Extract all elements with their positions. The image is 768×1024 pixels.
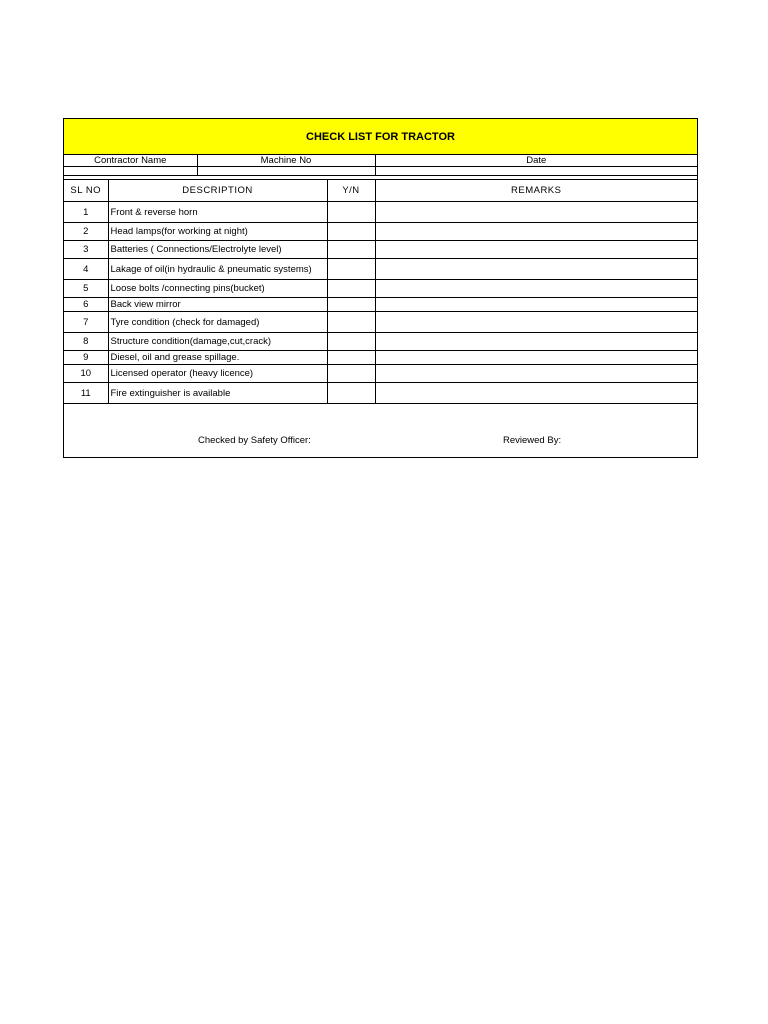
checklist-table xyxy=(64,179,697,404)
sl-no-cell: 9 xyxy=(64,351,108,365)
sl-no-cell: 11 xyxy=(64,383,108,404)
remarks-cell[interactable] xyxy=(375,365,697,383)
sl-no-cell: 7 xyxy=(64,312,108,333)
yn-cell[interactable] xyxy=(327,351,375,365)
description-cell: Back view mirror xyxy=(108,298,327,312)
machine-no-header: Machine No xyxy=(197,155,375,167)
checked-by-label: Checked by Safety Officer: xyxy=(198,435,311,446)
sl-no-cell: 1 xyxy=(64,202,108,223)
remarks-cell[interactable] xyxy=(375,312,697,333)
yn-cell[interactable] xyxy=(327,280,375,298)
signature-footer xyxy=(64,422,697,457)
remarks-cell[interactable] xyxy=(375,333,697,351)
remarks-cell[interactable] xyxy=(375,298,697,312)
reviewed-by-label: Reviewed By: xyxy=(503,435,562,446)
date-header: Date xyxy=(375,155,697,167)
remarks-header: REMARKS xyxy=(375,180,697,202)
yn-cell[interactable] xyxy=(327,298,375,312)
remarks-cell[interactable] xyxy=(375,223,697,241)
table-row xyxy=(64,223,697,241)
info-header-table xyxy=(64,155,697,176)
checklist-title: CHECK LIST FOR TRACTOR xyxy=(64,119,697,155)
description-cell: Tyre condition (check for damaged) xyxy=(108,312,327,333)
yn-cell[interactable] xyxy=(327,333,375,351)
remarks-cell[interactable] xyxy=(375,383,697,404)
table-row xyxy=(64,365,697,383)
remarks-cell[interactable] xyxy=(375,280,697,298)
table-row xyxy=(64,383,697,404)
remarks-cell[interactable] xyxy=(375,351,697,365)
description-cell: Diesel, oil and grease spillage. xyxy=(108,351,327,365)
table-row xyxy=(64,202,697,223)
sl-no-cell: 10 xyxy=(64,365,108,383)
description-header: DESCRIPTION xyxy=(108,180,327,202)
machine-no-cell[interactable] xyxy=(197,167,375,176)
description-cell: Batteries ( Connections/Electrolyte level) xyxy=(108,241,327,259)
sl-no-cell: 3 xyxy=(64,241,108,259)
sl-no-cell: 4 xyxy=(64,259,108,280)
remarks-cell[interactable] xyxy=(375,241,697,259)
yn-cell[interactable] xyxy=(327,365,375,383)
table-row xyxy=(64,241,697,259)
column-header-row xyxy=(64,180,697,202)
table-row xyxy=(64,280,697,298)
yn-cell[interactable] xyxy=(327,259,375,280)
table-row xyxy=(64,333,697,351)
yn-cell[interactable] xyxy=(327,312,375,333)
checklist-sheet xyxy=(63,118,698,458)
description-cell: Loose bolts /connecting pins(bucket) xyxy=(108,280,327,298)
table-row xyxy=(64,351,697,365)
yn-cell[interactable] xyxy=(327,383,375,404)
contractor-name-cell[interactable] xyxy=(64,167,197,176)
description-cell: Front & reverse horn xyxy=(108,202,327,223)
remarks-cell[interactable] xyxy=(375,202,697,223)
table-row xyxy=(64,259,697,280)
yn-cell[interactable] xyxy=(327,223,375,241)
description-cell: Lakage of oil(in hydraulic & pneumatic systems) xyxy=(108,259,327,280)
description-cell: Fire extinguisher is available xyxy=(108,383,327,404)
table-row xyxy=(64,312,697,333)
date-cell[interactable] xyxy=(375,167,697,176)
sl-no-cell: 6 xyxy=(64,298,108,312)
contractor-name-header: Contractor Name xyxy=(64,155,197,167)
description-cell: Structure condition(damage,cut,crack) xyxy=(108,333,327,351)
description-cell: Head lamps(for working at night) xyxy=(108,223,327,241)
description-cell: Licensed operator (heavy licence) xyxy=(108,365,327,383)
sl-no-cell: 5 xyxy=(64,280,108,298)
yn-cell[interactable] xyxy=(327,241,375,259)
sl-no-header: SL NO xyxy=(64,180,108,202)
table-row xyxy=(64,298,697,312)
yn-header: Y/N xyxy=(327,180,375,202)
sl-no-cell: 2 xyxy=(64,223,108,241)
yn-cell[interactable] xyxy=(327,202,375,223)
sl-no-cell: 8 xyxy=(64,333,108,351)
remarks-cell[interactable] xyxy=(375,259,697,280)
